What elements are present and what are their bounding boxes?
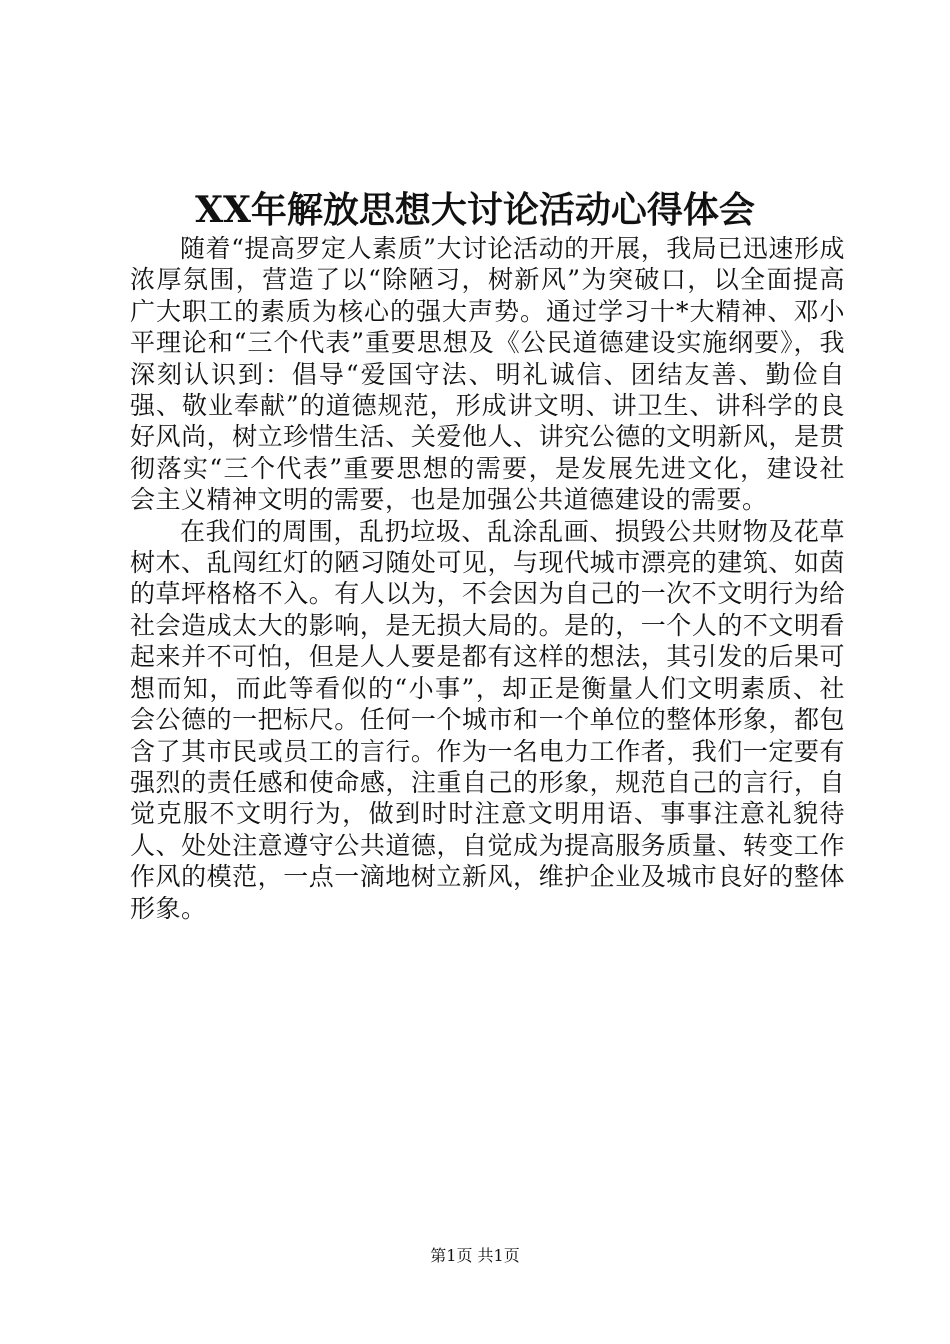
document-title: XX年解放思想大讨论活动心得体会 [195,189,755,231]
document-body [130,233,845,924]
paragraph-1: 随着“提高罗定人素质”大讨论活动的开展，我局已迅速形成浓厚氛围，营造了以“除陋习，树新风”为突破口，以全面提高广大职工的素质为核心的强大声势。通过学习十*大精神、邓小平理论和“三个代表”重要思想及《公民道德建设实施纲要》，我深刻认识到：倡导“爱国守法、明礼诚信、团结友善、勤俭自强、敬业奉献”的道德规范，形成讲文明、讲卫生、讲科学的良好风尚，树立珍惜生活、关爱他人、讲究公德的文明新风，是贯彻落实“三个代表”重要思想的需要，是发展先进文化，建设社会主义精神文明的需要，也是加强公共道德建设的需要。 [130,234,845,515]
paragraph-2: 在我们的周围，乱扔垃圾、乱涂乱画、损毁公共财物及花草树木、乱闯红灯的陋习随处可见，与现代城市漂亮的建筑、如茵的草坪格格不入。有人以为，不会因为自己的一次不文明行为给社会造成太大的影响，是无损大局的。是的，一个人的不文明看起来并不可怕，但是人人要是都有这样的想法，其引发的后果可想而知，而此等看似的“小事”，却正是衡量人们文明素质、社会公德的一把标尺。任何一个城市和一个单位的整体形象，都包含了其市民或员工的言行。作为一名电力工作者，我们一定要有强烈的责任感和使命感，注重自己的形象，规范自己的言行，自觉克服不文明行为，做到时时注意文明用语、事事注意礼貌待人、处处注意遵守公共道德，自觉成为提高服务质量、转变工作作风的模范，一点一滴地树立新风，维护企业及城市良好的整体形象。 [130,516,845,923]
page-footer: 第1页 共1页 [430,1246,520,1265]
